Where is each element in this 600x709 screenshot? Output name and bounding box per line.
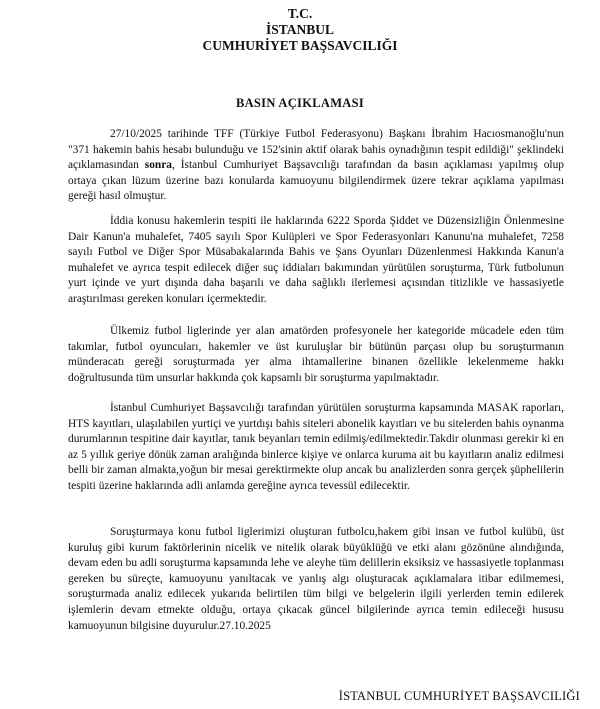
paragraph-1-bold-word: sonra (144, 159, 172, 172)
header-line-office: CUMHURİYET BAŞSAVCILIĞI (202, 38, 398, 53)
header-line-istanbul: İSTANBUL (265, 22, 335, 37)
paragraph-5: Soruşturmaya konu futbol liglerimizi oluşturan futbolcu,hakem gibi insan ve futbol kulübü, üst kuruluş gibi kurum faktörlerinin nicelik ve nitelik olarak büyüklüğü ve etki alanı gözönüne alındığında, devam eden bu adli soruşturma kapsamında lehe ve aleyhe tüm delillerin eksiksiz ve hassasiyetle toplanması gereken bu süreçte, kamuoyunu yanıltacak ve yanlış algı oluşturacak açıklamalara itibar edilmemesi, soruşturmada analiz edilecek yukarıda belirtilen tüm bilgi ve belgelerin ilgili yerlerden temin edilerek işlemlerin devam etmekte olduğu, ortaya çıkacak güncel bilgilerinde ayrıca temin edileceği hususu kamuoyunun bilgisine duyurulur.27.10.2025 (68, 526, 564, 632)
paragraph-2: İddia konusu hakemlerin tespiti ile haklarında 6222 Sporda Şiddet ve Düzensizliğin Önlenmesine Dair Kanun'a muhalefet, 7405 sayılı Spor Kulüpleri ve Spor Federasyonları Kanunu'na muhalefet, 7258 sayılı Futbol ve Diğer Spor Müsabakalarında Bahis ve Şans Oyunları Düzenlenmesi Hakkında Kanun'a muhalefet ve ayrıca tespit edilecek diğer suç iddiaları bakımından yürütülen soruşturma, Türk futbolunun yurt içinde ve yurt dışında daha başarılı ve daha sağlıklı ilerlemesi açısından titizlikle ve hassasiyetle araştırılması gereken konuları içermektedir. (68, 215, 564, 305)
document-header (0, 6, 600, 54)
paragraph-3: Ülkemiz futbol liglerinde yer alan amatörden profesyonele her kategoride mücadele eden tüm takımlar, futbol oyuncuları, hakemler ve üst kuruluşlar bir bütünün parçası olup bu soruşturmanın münderacatı gereği soruşturmada yer alma ihtamallerine binanen özellikle lekelenmeme hakkı doğrultusunda tüm unsurlar hakkında çok kapsamlı bir soruşturma yapılmaktadır. (68, 325, 564, 384)
paragraph-1-text-a: 27/10/2025 tarihinde TFF (Türkiye Futbol Federasyonu) Başkanı İbrahim Hacıosmanoğlu'nun "371 hakemin bahis hesabı bulunduğu ve 152'sinin aktif olarak bahis oynadığının tespit edildiği" şeklindeki açıklamasından (68, 128, 564, 172)
signature-line: İSTANBUL CUMHURİYET BAŞSAVCILIĞI (338, 689, 580, 703)
paragraph-1-text-b: , İstanbul Cumhuriyet Başsavcılığı tarafından da basın açıklaması yapılmış olup ortaya çıkan lüzum üzerine bazı konularda kamuoyunu bilgilendirmek üzere tekrar açıklama yapılması gereği hasıl olmuştur. (68, 159, 564, 203)
header-line-tc: T.C. (287, 6, 313, 21)
paragraph-4: İstanbul Cumhuriyet Başsavcılığı tarafından yürütülen soruşturma kapsamında MASAK raporları, HTS kayıtları, ulaşılabilen yurtiçi ve yurtdışı bahis siteleri abonelik kayıtları ve bu sitelerden bahis oynanma durumlarının tespitine dair kayıtlar, tanık beyanları temin edilmiş/edilmektedir.Takdir olunması gerekir ki en az 5 yıllık geriye dönük zaman aralığında binlerce kişiye ve onlarca kuruma ait bu kayıtların analiz edilmesi belli bir zaman almakta,yoğun bir mesai gerektirmekte olup ancak bu analizlerden sonra gerçek şüphelilerin tespiti üzerine haklarında adli anlamda gereğine ayrıca tevessül edilecektir. (68, 402, 564, 492)
document-title: BASIN AÇIKLAMASI (235, 96, 365, 110)
paragraph-1 (68, 127, 564, 205)
